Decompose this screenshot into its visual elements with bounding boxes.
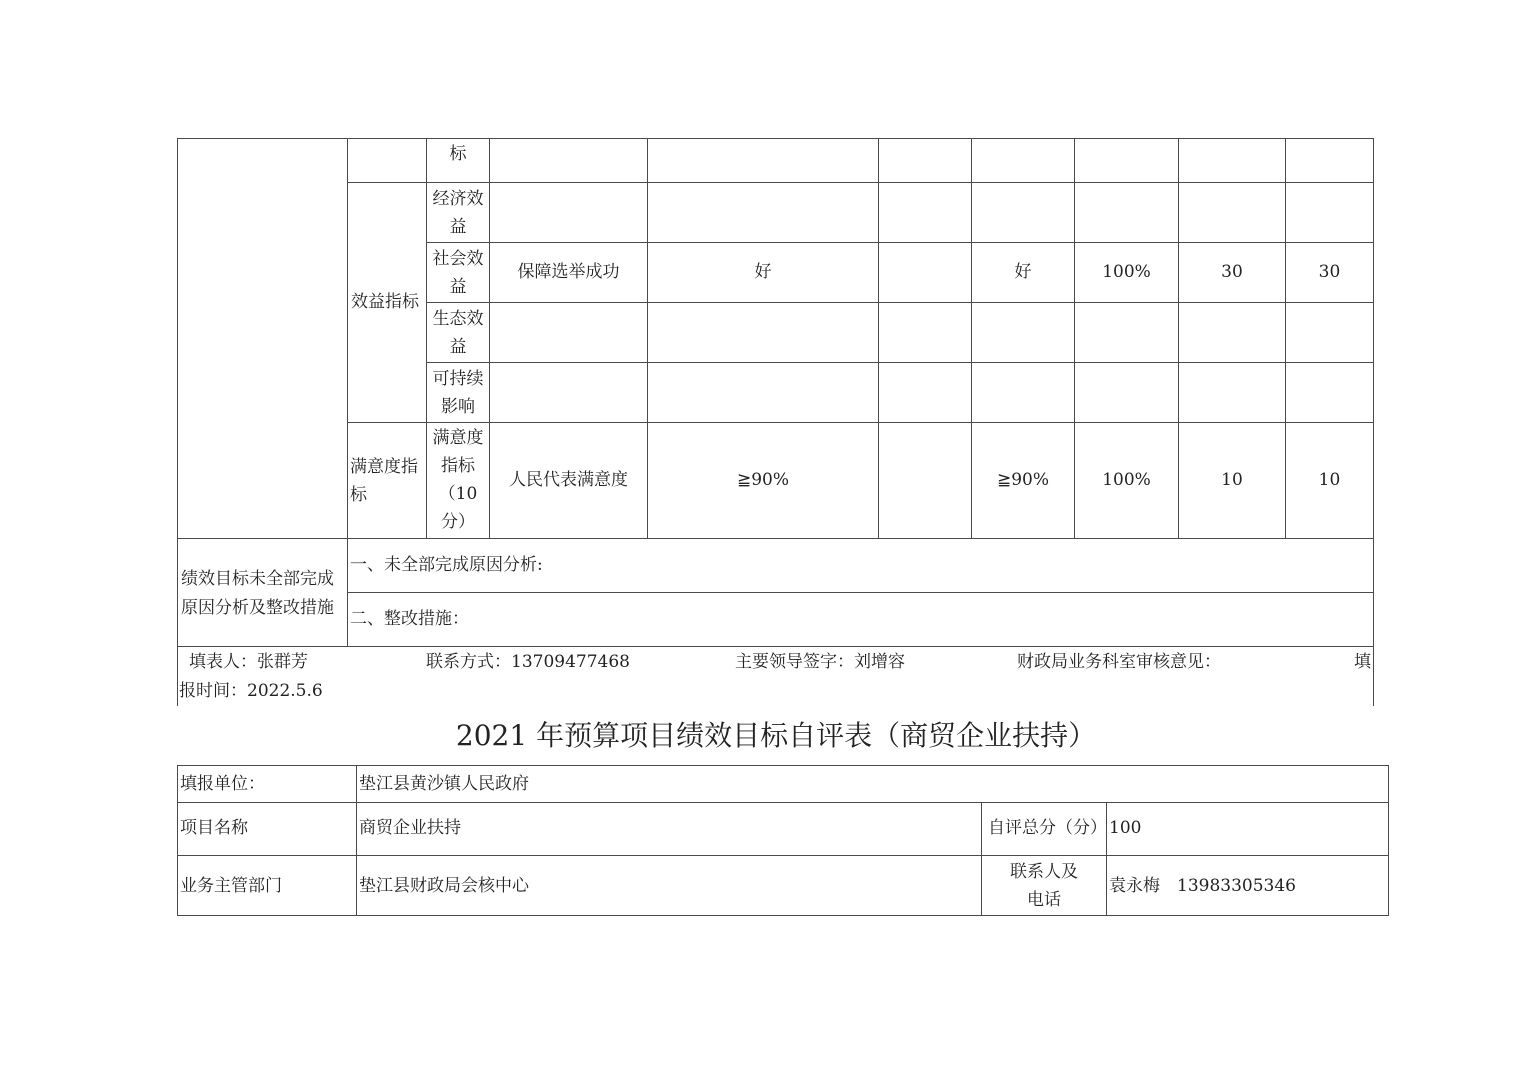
score-label: 自评总分（分） — [988, 818, 1107, 838]
page-title: 2021 年预算项目绩效目标自评表（商贸企业扶持） — [455, 719, 1097, 752]
footer-filler: 填表人：张群芳 — [189, 652, 308, 672]
social-indicator: 保障选举成功 — [517, 262, 620, 282]
contact-value: 袁永梅 13983305346 — [1109, 876, 1296, 896]
analysis-reason: 一、未全部完成原因分析: — [350, 555, 543, 575]
row-label-social: 社会效益 — [432, 249, 484, 297]
footer-leader-signature: 主要领导签字：刘增容 — [735, 652, 905, 672]
project-value: 商贸企业扶持 — [359, 818, 461, 838]
score-value: 100 — [1109, 818, 1142, 838]
footer-contact: 联系方式：13709477468 — [426, 652, 630, 672]
footer-time: 报时间：2022.5.6 — [179, 681, 323, 701]
group-label-satisfaction: 满意度指标 — [350, 457, 418, 505]
contact-label: 联系人及电话 — [1010, 862, 1078, 910]
unit-value: 垫江县黄沙镇人民政府 — [359, 774, 529, 794]
satisfaction-target: ≧90% — [736, 470, 790, 490]
satisfaction-rate: 100% — [1102, 470, 1151, 490]
satisfaction-actual: ≧90% — [996, 470, 1050, 490]
footer-fill-char: 填 — [1354, 652, 1371, 672]
social-weight: 30 — [1221, 262, 1243, 282]
group-label-benefit: 效益指标 — [351, 292, 419, 312]
analysis-label: 绩效目标未全部完成原因分析及整改措施 — [181, 569, 334, 618]
satisfaction-indicator: 人民代表满意度 — [509, 470, 628, 490]
row-label-partial: 标 — [449, 144, 467, 164]
row-label-sustainable: 可持续影响 — [432, 369, 484, 417]
project-label: 项目名称 — [180, 818, 248, 838]
row-label-ecological: 生态效益 — [432, 309, 484, 357]
social-score: 30 — [1318, 262, 1341, 282]
dept-label: 业务主管部门 — [180, 876, 282, 896]
unit-label: 填报单位： — [180, 774, 265, 794]
satisfaction-score: 10 — [1318, 470, 1341, 490]
analysis-measures: 二、整改措施： — [350, 609, 469, 629]
social-actual: 好 — [1014, 262, 1032, 282]
dept-value: 垫江县财政局会核中心 — [359, 876, 529, 896]
footer-finance-review: 财政局业务科室审核意见： — [1017, 652, 1221, 672]
row-label-economic: 经济效益 — [432, 189, 484, 237]
satisfaction-weight: 10 — [1221, 470, 1243, 490]
social-target: 好 — [754, 262, 772, 282]
social-rate: 100% — [1102, 262, 1151, 282]
sub-label-satisfaction: 满意度指标（10分） — [432, 428, 484, 532]
